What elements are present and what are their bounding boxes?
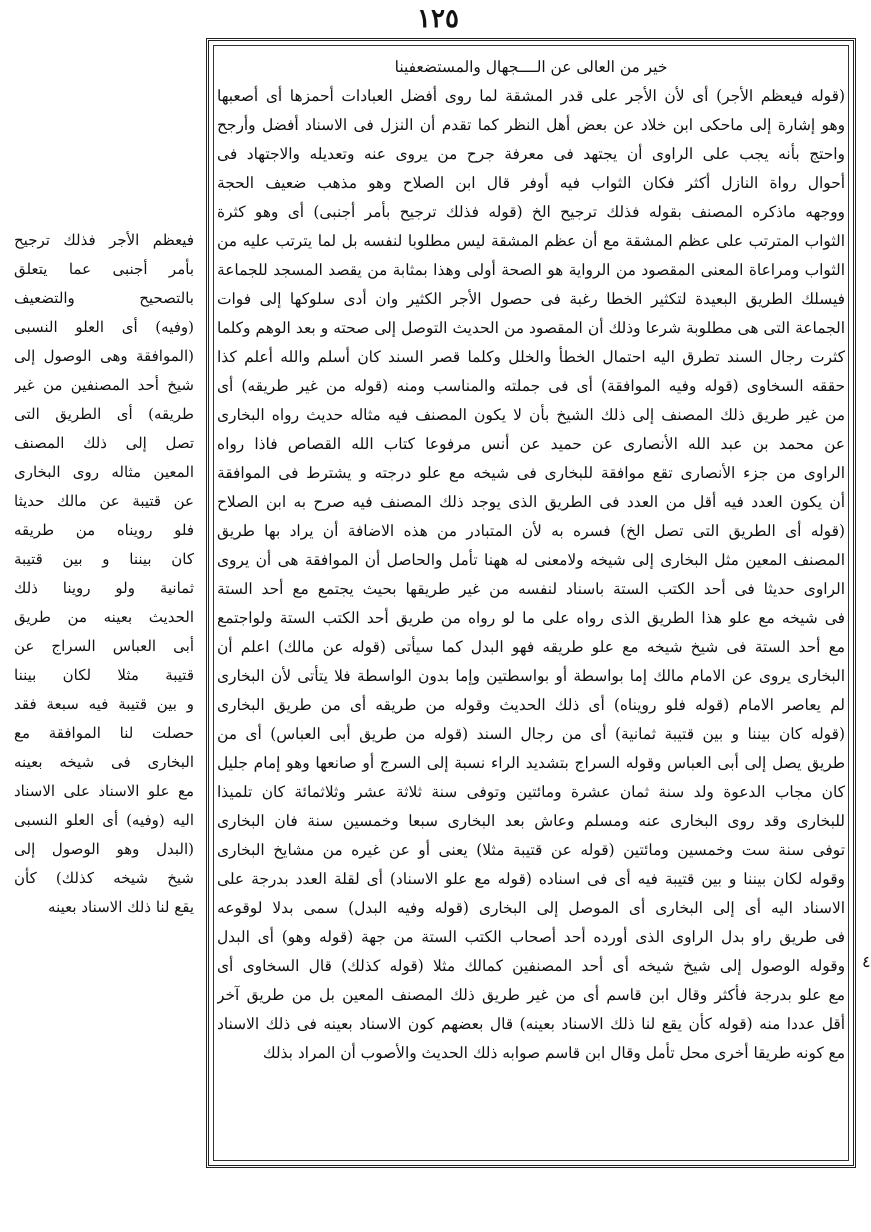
margin-line: الحديث بعينه من طريق xyxy=(14,608,194,626)
commentary-line: من غير طريق ذلك المصنف إلى ذلك الشيخ بأن لا يكون المصنف فيه مثاله حديث رواه البخارى xyxy=(217,406,845,424)
commentary-line: فيسلك الطريق البعيدة لتكثير الخطا رغبة فى حصول الأجر الكثير وان أدى سلوكها إلى فوات xyxy=(217,290,845,308)
margin-line: بأمر أجنبى عما يتعلق xyxy=(14,260,194,278)
commentary-line: كثرت رجال السند تطرق اليه احتمال الخطأ والخلل وكلما قصر السند كان أسلم والله أعلم كذا xyxy=(217,348,845,366)
margin-line: المعين مثاله روى البخارى xyxy=(14,463,194,481)
commentary-line: الراوى من جزء الأنصارى تقع موافقة للبخارى فى شيخه مع علو درجته و يشترط فى الموافقة xyxy=(217,464,845,482)
margin-line: قتيبة مثلا لكان بيننا xyxy=(14,666,194,684)
margin-line: يقع لنا ذلك الاسناد بعينه xyxy=(48,898,194,916)
margin-line: طريقه) أى الطريق التى xyxy=(14,405,194,423)
commentary-line: ووجهه ماذكره المصنف بقوله فذلك ترجيح الخ (قوله فذلك ترجيح بأمر أجنبى) أى وهو كثرة xyxy=(217,203,845,221)
margin-line: شيخ شيخه كذلك) كأن xyxy=(14,869,194,887)
main-commentary-text xyxy=(217,53,845,1068)
commentary-line: مع كونه طريقا أخرى محل تأمل وقال ابن قاسم صوابه ذلك الحديث والأصوب أن المراد بذلك xyxy=(262,1044,845,1062)
commentary-line: أقل عددا منه (قوله كأن يقع لنا ذلك الاسناد بعينه) قال بعضهم كون الاسناد بعينه فى ذلك الاسناد xyxy=(217,1015,845,1033)
commentary-line: فى شيخه مع علو هذا الطريق الذى رواه على ما لو رواه من طريق أحد الكتب الستة ولواجتمع xyxy=(217,609,845,627)
commentary-line: الاسناد اليه أى إلى البخارى أى الموصل إلى البخارى (قوله وفيه البدل) سمى بدلا لوقوعه xyxy=(217,899,845,917)
margin-line: اليه (وفيه) أى العلو النسبى xyxy=(14,811,194,829)
commentary-line: الراوى حديثا فى أحد الكتب الستة باسناد لنفسه من غير طريقها بحيث يجتمع مع أحد الستة xyxy=(217,580,845,598)
commentary-line: البخارى يروى عن الامام مالك إما بواسطة أو بواسطتين وإما بدون الواسطة فلا يتأتى لأن البخارى xyxy=(217,667,845,685)
commentary-line: لم يعاصر الامام (قوله فلو رويناه) أى ذلك الحديث وقوله من طريقه أى من طريق البخارى xyxy=(217,696,845,714)
commentary-line: للبخارى وقد روى البخارى عنه ومسلم وعاش بعد البخارى سبعا وخمسين سنة فان البخارى xyxy=(217,812,845,830)
commentary-line: المصنف المعين مثل البخارى إلى شيخه ولامعنى له ههنا تأمل والحاصل أن الموافقة هى أن يروى xyxy=(217,551,845,569)
verse-line: خير من العالى عن الــــجهال والمستضعفينا xyxy=(394,58,668,76)
commentary-line: طريق يصل إلى أبى العباس وقوله السراج بتشديد الراء نسبة إلى السرج أو صانعها وهو إمام جليل xyxy=(217,754,845,772)
commentary-line: واحتج بأنه يجب على الراوى أن يجتهد فى معرفة جرح من يروى عنه وتعديله والاجتهاد فى xyxy=(217,145,845,163)
margin-line: مع علو الاسناد على الاسناد xyxy=(14,782,194,800)
commentary-line: مع أحد الستة فى شيخ شيخه مع علو طريقه فهو البدل كما سيأتى (قوله عن مالك) اعلم أن xyxy=(217,638,845,656)
commentary-line: الجماعة التى هى مطلوبة شرعا وذلك أن المقصود من الحديث التوصل إلى صحته و بعد الوهم وكلما xyxy=(217,319,845,337)
commentary-line: أحوال رواة النازل أكثر فكان الثواب فيه أوفر قال ابن الصلاح وهو مذهب ضعيف الحجة xyxy=(217,174,845,192)
margin-line: كان بيننا و بين قتيبة xyxy=(14,550,194,568)
commentary-line: وقوله الوصول إلى شيخ شيخه أى أحد المصنفين كمالك مثلا (قوله كذلك) قال السخاوى أى xyxy=(217,957,845,975)
commentary-line: الثواب ومراعاة المعنى المقصود من الرواية هو الصحة أولى وهذا بمثابة من يقصد المسجد للجماعة xyxy=(217,261,845,279)
margin-line: شيخ أحد المصنفين من غير xyxy=(14,376,194,394)
margin-line: (البدل وهو الوصول إلى xyxy=(14,840,194,858)
margin-line: (وفيه) أى العلو النسبى xyxy=(14,318,194,336)
commentary-line: فى طريق راو بدل الراوى الذى أورده أحد أصحاب الكتب الستة من جهة (قوله وهو) أى البدل xyxy=(217,928,845,946)
commentary-line: مع علو بدرجة فأكثر وقال ابن قاسم أى من غير طريق ذلك المصنف المعين بل من طريق آخر xyxy=(217,986,845,1004)
main-commentary-frame xyxy=(206,38,856,1168)
margin-line: فلو رويناه من طريقه xyxy=(14,521,194,539)
commentary-line: عن محمد بن عبد الله الأنصارى عن حميد عن أنس مرفوعا كتاب الله القصاص فاذا رواه xyxy=(217,435,845,453)
commentary-line: (قوله أى الطريق التى تصل الخ) فسره به لأن المتبادر من هذه الاضافة أن يراد بها طريق xyxy=(217,522,845,540)
commentary-line: أن يكون العدد فيه أقل من العدد فى الطريق الذى يوجد ذلك المصنف فيه صرح به ابن الصلاح xyxy=(217,493,845,511)
commentary-line: وقوله لكان بيننا و بين قتيبة فيه أى فى اسناده (قوله مع علو الاسناد) أى لقلة العدد بدرجة على xyxy=(217,870,845,888)
margin-line: بالتصحيح والتضعيف xyxy=(14,289,194,307)
side-mark: ٤ xyxy=(862,952,871,971)
margin-matn-text xyxy=(14,226,194,922)
margin-line: فيعظم الأجر فذلك ترجيح xyxy=(14,231,194,249)
margin-line: و بين قتيبة فيه سبعة فقد xyxy=(14,695,194,713)
margin-line: أبى العباس السراج عن xyxy=(14,637,194,655)
commentary-line: الثواب المترتب على عظم المشقة مع أن عظم المشقة ليس مطلوبا لنفسه بل لما يترتب عليه من xyxy=(217,232,845,250)
commentary-line: توفى سنة ست وخمسين ومائتين (قوله عن قتيبة مثلا) يعنى أو عن غيره من مشايخ البخارى xyxy=(217,841,845,859)
margin-line: عن قتيبة عن مالك حديثا xyxy=(14,492,194,510)
margin-line: تصل إلى ذلك المصنف xyxy=(14,434,194,452)
margin-line: البخارى فى شيخه بعينه xyxy=(14,753,194,771)
commentary-line: (قوله كان بيننا و بين قتيبة ثمانية) أى من رجال السند (قوله من طريق أبى العباس) أى من xyxy=(217,725,845,743)
commentary-line: (قوله فيعظم الأجر) أى لأن الأجر على قدر المشقة لما روى أفضل العبادات أحمزها أى أصعبها xyxy=(217,87,845,105)
margin-line: ثمانية ولو روينا ذلك xyxy=(14,579,194,597)
commentary-line: حققه السخاوى (قوله وفيه الموافقة) أى فى جملته والمناسب ومنه (قوله من غير طريقه) أى xyxy=(217,377,845,395)
margin-line: حصلت لنا الموافقة مع xyxy=(14,724,194,742)
commentary-line: وهو إشارة إلى ماحكى ابن خلاد عن بعض أهل النظر كما تقدم أن النزل فى الاسناد أفضل وأرجح xyxy=(217,116,845,134)
margin-line: (الموافقة وهى الوصول إلى xyxy=(14,347,194,365)
commentary-line: كان مجاب الدعوة ولد سنة ثمان عشرة ومائتين وتوفى سنة ثلاثة عشر وثلاثمائة كان تلميذا xyxy=(217,783,845,801)
page-number: ١٢٥ xyxy=(417,4,459,34)
